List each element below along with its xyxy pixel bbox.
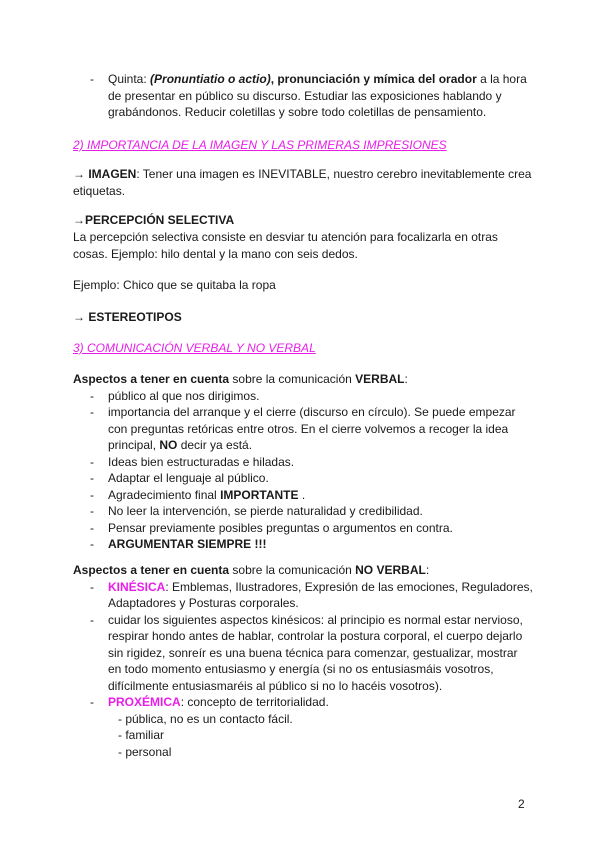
list-item: - cuidar los siguientes aspectos kinésicos: al principio es normal estar nervioso, respirar hondo antes de hablar, controlar la postura corporal, el cuerpo dejarlo sin rigidez, sonreír es una buena técnica para comenzar, gestualizar, mostrar en todo momento entusiasmo y energía (si no os entusiasmáis vosotros, difícilmente entusiasmaréis al público si no lo hacéis vosotros). [90, 612, 523, 693]
estereotipos-title: → ESTEREOTIPOS [73, 310, 182, 324]
imagen-paragraph: → IMAGEN: Tener una imagen es INEVITABLE, nuestro cerebro inevitablemente crea etiquetas. [73, 167, 532, 198]
list-item: - Adaptar el lenguaje al público. [90, 471, 269, 485]
percepcion-text: La percepción selectiva consiste en desviar tu atención para focalizarla en otras cosas. Ejemplo: hilo dental y la mano con seis dedos. [73, 230, 498, 261]
list-item: - ARGUMENTAR SIEMPRE !!! [90, 537, 267, 551]
quinta-block [73, 71, 533, 121]
proxemica-sublist [73, 711, 533, 761]
list-item: - KINÉSICA: Emblemas, Ilustradores, Expresión de las emociones, Reguladores, Adaptadores y Posturas corporales. [90, 579, 533, 610]
percepcion-title: →PERCEPCIÓN SELECTIVA [73, 213, 235, 227]
list-item: - personal [118, 744, 172, 759]
list-item: - Pensar previamente posibles preguntas o argumentos en contra. [90, 520, 453, 535]
list-item: - Quinta: (Pronuntiatio o actio), pronunciación y mímica del orador a la hora de presentar en público su discurso. Estudiar las exposiciones hablando y grabándonos. Reducir coletillas y sobre todo coletillas de pensamiento. [90, 72, 527, 119]
section-heading-3: 3) COMUNICACIÓN VERBAL Y NO VERBAL [73, 341, 316, 355]
verbal-block [73, 371, 533, 553]
page-number: 2 [518, 797, 525, 811]
noverbal-intro: Aspectos a tener en cuenta sobre la comunicación NO VERBAL: [73, 563, 430, 577]
list-item: - Ideas bien estructuradas e hiladas. [90, 454, 295, 469]
list-item: - público al que nos dirigimos. [90, 388, 260, 403]
list-item: - PROXÉMICA: concepto de territorialidad. [90, 695, 329, 709]
list-item: - Agradecimiento final IMPORTANTE . [90, 487, 306, 502]
percepcion-example: Ejemplo: Chico que se quitaba la ropa [73, 278, 276, 292]
verbal-list [73, 388, 533, 553]
list-item: - importancia del arranque y el cierre (discurso en círculo). Se puede empezar con preguntas retóricas entre otros. En el cierre volvemos a recoger la idea principal, NO decir ya está. [90, 405, 516, 452]
list-item: - familiar [118, 728, 165, 742]
noverbal-list [73, 579, 533, 711]
list-item: - pública, no es un contacto fácil. [118, 711, 293, 726]
verbal-intro: Aspectos a tener en cuenta sobre la comunicación VERBAL: [73, 372, 408, 386]
noverbal-block [73, 562, 533, 760]
list-item: - No leer la intervención, se pierde naturalidad y credibilidad. [90, 504, 423, 518]
section-heading-2: 2) IMPORTANCIA DE LA IMAGEN Y LAS PRIMERAS IMPRESIONES [73, 138, 447, 152]
